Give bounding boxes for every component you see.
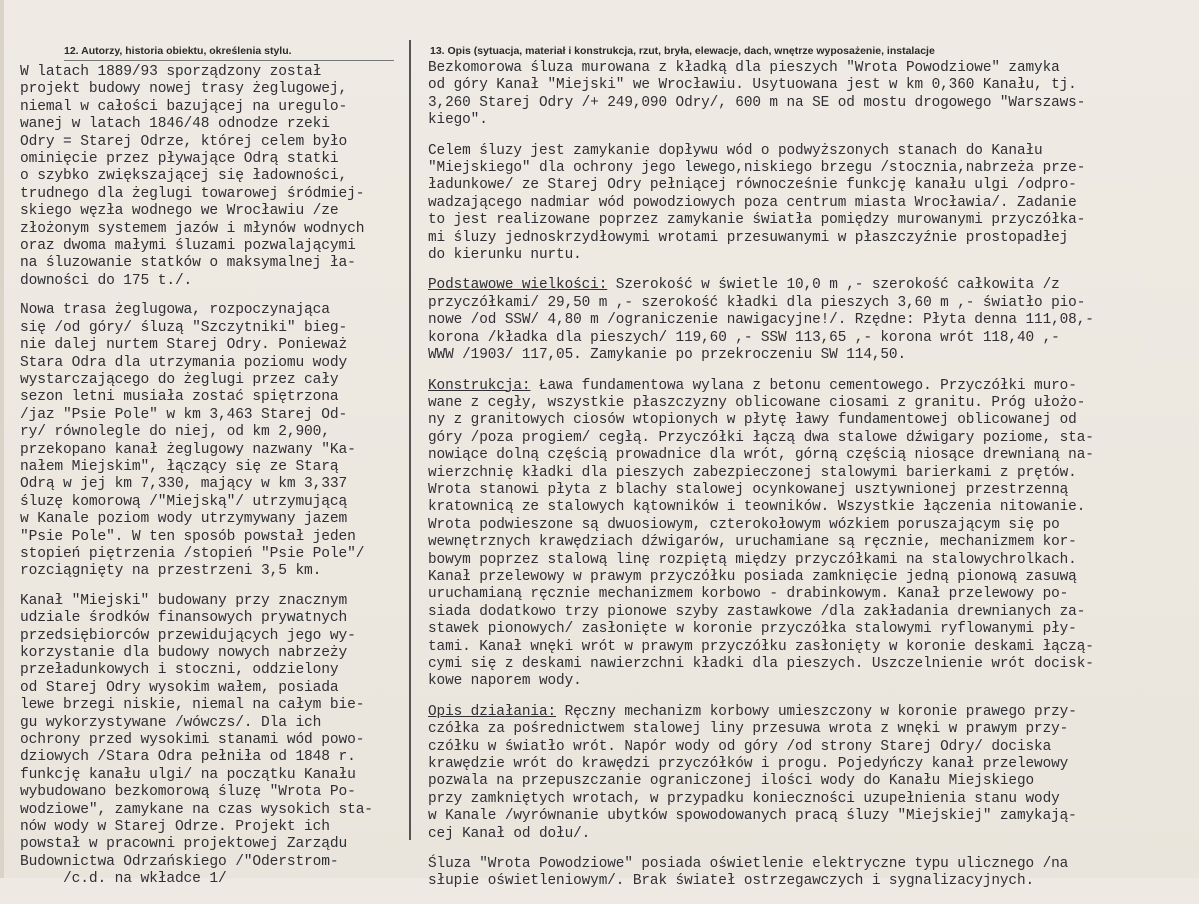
text-line: góry /poza progiem/ cegłą. Przyczółki łączą dwa stalowe dźwigary poziome, sta-	[428, 429, 1094, 446]
text-run: Ława fundamentowa wylana z betonu cementowego. Przyczółki muro-	[530, 377, 1077, 394]
text-line: Budownictwa Odrzańskiego /"Oderstrom-	[20, 853, 339, 870]
description-paragraph	[428, 60, 1196, 130]
text-line: cymi się z deskami nawierzchni kładki dla pieszych. Uszczelnienie wrót docisk-	[428, 656, 1094, 672]
history-paragraph	[20, 302, 410, 581]
text-line: wane z cegły, wszystkie płaszczyzny oblicowane ciosami z granitu. Próg ułożo-	[428, 394, 1086, 411]
text-line: sezon letni musiała zostać spiętrzona	[20, 389, 339, 406]
text-line: czółku w światło wrót. Napór wody od góry /od strony Starej Odry/ dociska	[428, 738, 1052, 755]
text-line: Nowa trasa żeglugowa, rozpoczynająca	[20, 302, 330, 319]
text-line: Celem śluzy jest zamykanie dopływu wód o podwyższonych stanach do Kanału	[428, 142, 1043, 159]
text-line: mi śluzy jednoskrzydłowymi wrotami przesuwanymi w płaszczyźnie prostopadłej	[428, 229, 1069, 246]
text-line	[428, 378, 1196, 395]
text-line: ochrony przed wysokimi stanami wód powo-	[20, 732, 365, 749]
text-line: W latach 1889/93 sporządzony został	[20, 64, 322, 80]
text-line: nowe /od SSW/ 4,80 m /ograniczenie nawigacyjne!/. Rzędne: Płyta denna 111,08,-	[428, 312, 1094, 329]
text-line: w Kanale poziom wody utrzymywany jazem	[20, 511, 348, 528]
description-paragraph	[428, 277, 1196, 364]
text-line: się /od góry/ śluzą "Szczytniki" bieg-	[20, 319, 348, 336]
text-line: "Psie Pole". W ten sposób powstał jeden	[20, 528, 356, 545]
text-line: Wrota stanowi płyta z blachy stalowej ocynkowanej usztywnionej przestrzenną	[428, 481, 1069, 498]
text-line: skiego węzła wodnego we Wrocławiu /ze	[20, 203, 339, 220]
history-column	[20, 64, 410, 901]
text-line	[428, 704, 1196, 721]
text-line: wystarczającego do żeglugi przez cały	[20, 371, 339, 388]
text-line	[428, 277, 1196, 294]
text-line: ny z granitowych ciosów wtopionych w płytę ławy fundamentowej oblicowanej od	[428, 412, 1077, 429]
text-line: tami. Kanał wnęki wrót w prawym przyczółku zasłonięty w koronie deskami łączą-	[428, 638, 1094, 655]
text-line: od Starej Odry wysokim wałem, posiada	[20, 679, 339, 696]
text-line: stawek pionowych/ zasłonięte w koronie przyczółka stalowymi ryflowanymi pły-	[428, 621, 1077, 638]
text-line: wadzającego nadmiar wód powodziowych poza centrum miasta Wrocławia/. Zadanie	[428, 194, 1077, 211]
section-heading: Podstawowe wielkości:	[428, 277, 608, 294]
text-line: cej Kanał od dołu/.	[428, 825, 591, 842]
text-line: 3,260 Starej Odry /+ 249,090 Odry/, 600 m na SE od mostu drogowego "Warszaws-	[428, 94, 1086, 111]
text-line: korona /kładka dla pieszych/ 119,60 ,- SSW 113,65 ,- korona wrót 118,40 ,-	[428, 329, 1060, 346]
text-line: od góry Kanał "Miejski" we Wrocławiu. Usytuowana jest w km 0,360 Kanału, tj.	[428, 77, 1077, 94]
text-line: to jest realizowane poprzez zamykanie światła pomiędzy murowanymi przyczółka-	[428, 212, 1086, 229]
text-line: na śluzowanie statków o maksymalnej ła-	[20, 255, 356, 272]
text-line: niemal w całości bazującej na uregulo-	[20, 98, 348, 115]
text-line: stopień piętrzenia /stopień "Psie Pole"/	[20, 545, 365, 562]
text-line: uruchamianą ręcznie mechanizmem korbowo - drabinkowym. Kanał przelewowy po-	[428, 586, 1069, 603]
text-line: Śluza "Wrota Powodziowe" posiada oświetlenie elektryczne typu ulicznego /na	[428, 856, 1069, 873]
text-line: czółka za pośrednictwem stalowej liny przesuwa wrota z wnęki w prawym przy-	[428, 721, 1069, 738]
text-line: ominięcie przez pływające Odrą statki	[20, 151, 339, 168]
text-line: przy zamkniętych wrotach, w przypadku konieczności uzupełnienia stanu wody	[428, 790, 1060, 807]
text-line: Stara Odra dla utrzymania poziomu wody	[20, 354, 348, 371]
text-line: nów wody w Starej Odrze. Projekt ich	[20, 819, 330, 836]
text-line: oraz dwoma małymi śluzami pozwalającymi	[20, 238, 356, 255]
text-line: rozciągnięty na przestrzeni 3,5 km.	[20, 563, 322, 580]
history-paragraph	[20, 593, 410, 889]
text-line: downości do 175 t./.	[20, 272, 193, 289]
text-line: przyczółkami/ 29,50 m ,- szerokość kładki dla pieszych 3,60 m ,- światło pio-	[428, 294, 1086, 311]
text-line: wewnętrznych krawędziach dźwigarów, uruchamiane są ręcznie, mechanizmem kor-	[428, 534, 1077, 551]
text-line: bowym poprzez stalową linę rozpiętą między przyczółkami na stalowychrolkach.	[428, 551, 1077, 568]
text-line: gu wykorzystywane /wówczs/. Dla ich	[20, 714, 322, 731]
history-paragraph	[20, 64, 410, 290]
text-line: funkcję kanału ulgi/ na początku Kanału	[20, 766, 356, 783]
text-line: trudnego dla żeglugi towarowej śródmiej-	[20, 185, 365, 202]
text-line: Kanał przelewowy w prawym przyczółku posiada zamknięcie jedną pionową zasuwą	[428, 568, 1077, 585]
text-line: nie dalej nurtem Starej Odry. Ponieważ	[20, 337, 348, 354]
text-line: lewe brzegi niskie, niemal na całym bie-	[20, 697, 365, 714]
text-line: krawędzie wrót do krawędzi przyczółków i progu. Pojedyńczy kanał przelewowy	[428, 756, 1069, 773]
text-line: /jaz "Psie Pole" w km 3,463 Starej Od-	[20, 406, 348, 423]
text-line: pozwala na przepuszczanie ograniczonej ilości wody do Kanału Miejskiego	[428, 773, 1035, 790]
text-line: Kanał "Miejski" budowany przy znacznym	[20, 592, 348, 609]
text-line: udziale środków finansowych prywatnych	[20, 610, 348, 627]
text-line: Wrota podwieszone są dwuosiowym, czterokołowym wózkiem poruszającym się po	[428, 516, 1060, 533]
text-line: słupie oświetleniowym/. Brak świateł ostrzegawczych i sygnalizacyjnych.	[428, 873, 1035, 890]
text-line: kowe naporem wody.	[428, 673, 582, 690]
text-line: powstał w pracowni projektowej Zarządu	[20, 836, 348, 853]
text-line: Bezkomorowa śluza murowana z kładką dla pieszych "Wrota Powodziowe" zamyka	[428, 60, 1060, 76]
text-line: wierzchnię kładki dla pieszych zabezpieczonej stalowymi barierkami z prętów.	[428, 464, 1077, 481]
text-line: wybudowano bezkomorową śluzę "Wrota Po-	[20, 784, 356, 801]
section-13-header: 13. Opis (sytuacja, materiał i konstrukcja, rzut, bryła, elewacje, dach, wnętrze wyposażenie, instalacje	[430, 45, 935, 57]
text-line: dziowych /Stara Odra pełniła od 1848 r.	[20, 749, 356, 766]
text-line: /c.d. na wkładce 1/	[20, 871, 227, 888]
description-paragraph	[428, 704, 1196, 843]
text-run: Ręczny mechanizm korbowy umieszczony w koronie prawego przy-	[556, 703, 1077, 720]
text-line: do kierunku nurtu.	[428, 247, 582, 264]
text-line: Odrą w jej km 7,330, mający w km 3,337	[20, 476, 348, 493]
text-line: w Kanale /wyrównanie ubytków spowodowanych pracą śluzy "Miejskiej" zamykają-	[428, 808, 1077, 825]
description-paragraph	[428, 856, 1196, 891]
text-line: projekt budowy nowej trasy żeglugowej,	[20, 81, 348, 98]
description-column	[428, 60, 1196, 904]
text-line: "Miejskiego" dla ochrony jego lewego,niskiego brzegu /stocznia,nabrzeża prze-	[428, 160, 1086, 177]
text-line: siada dodatkowo trzy pionowe szyby zastawkowe /dla zakładania drewnianych za-	[428, 603, 1086, 620]
description-paragraph	[428, 378, 1196, 691]
text-line: Odry = Starej Odrze, której celem było	[20, 133, 348, 150]
text-line: przekopano kanał żeglugowy nazwany "Ka-	[20, 441, 356, 458]
text-line: ładunkowe/ ze Starej Odry pełniącej równocześnie funkcję kanału ulgi /odpro-	[428, 177, 1077, 194]
section-heading: Konstrukcja:	[428, 377, 531, 394]
text-line: złożonym systemem jazów i młynów wodnych	[20, 220, 365, 237]
text-line: kratownicą ze stalowych kątowników i teowników. Wszystkie łączenia nitowanie.	[428, 499, 1086, 516]
text-line: kiego".	[428, 112, 488, 129]
text-line: o szybko zwiększającej się ładowności,	[20, 168, 348, 185]
text-line: nowiące dolną częścią prowadnice dla wrót, górną częścią niosące drewnianą na-	[428, 447, 1094, 464]
text-line: wodziowe", zamykane na czas wysokich sta-	[20, 801, 373, 818]
text-line: przedsiębiorców przewidujących jego wy-	[20, 627, 356, 644]
text-run: Szerokość w świetle 10,0 m ,- szerokość całkowita /z	[607, 277, 1060, 294]
text-line: przeładunkowych i stoczni, oddzielony	[20, 662, 339, 679]
section-12-header: 12. Autorzy, historia obiektu, określenia stylu.	[64, 45, 292, 57]
text-line: wanej w latach 1846/48 odnodze rzeki	[20, 116, 330, 133]
header-rule-left	[64, 60, 394, 61]
text-line: nałem Miejskim", łączący się ze Starą	[20, 458, 339, 475]
description-paragraph	[428, 143, 1196, 265]
text-line: WWW /1903/ 117,05. Zamykanie po przekroczeniu SW 114,50.	[428, 347, 907, 364]
text-line: ry/ równolegle do niej, od km 2,900,	[20, 424, 330, 441]
section-heading: Opis działania:	[428, 703, 557, 720]
text-line: śluzę komorową /"Miejską"/ utrzymującą	[20, 493, 348, 510]
text-line: korzystanie dla budowy nowych nabrzeży	[20, 645, 348, 661]
